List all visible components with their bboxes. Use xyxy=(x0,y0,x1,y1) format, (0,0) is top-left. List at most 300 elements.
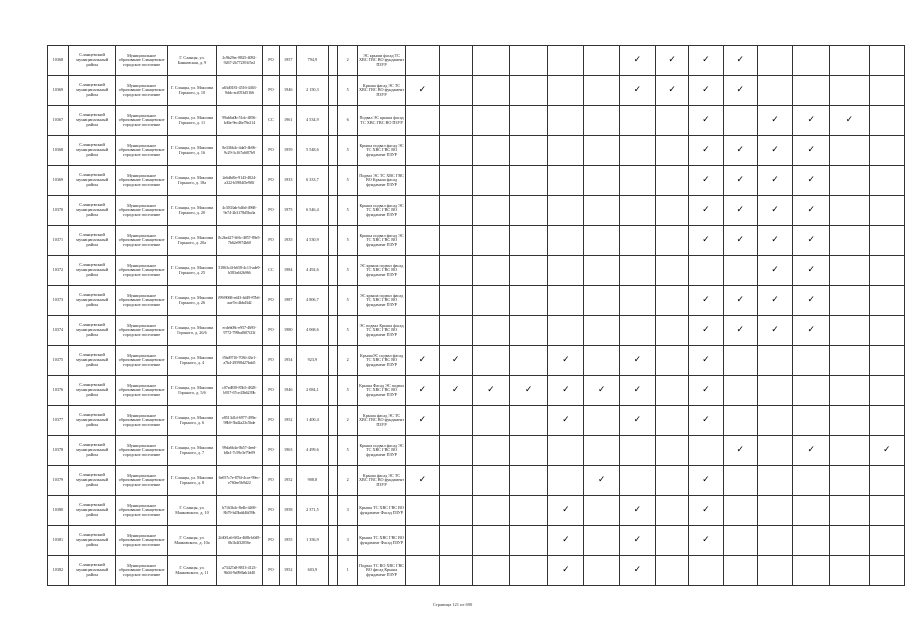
row-number: 10375 xyxy=(48,346,69,376)
checkmark-icon: ✓ xyxy=(418,385,427,395)
check-cell xyxy=(689,316,723,346)
checkmark-icon: ✓ xyxy=(418,475,427,485)
check-cell xyxy=(472,166,509,196)
check-cell xyxy=(655,346,688,376)
works-cell: Крыша ТС ХВС ГВС ВО фундамент Фасад ПЗУР xyxy=(357,496,405,526)
address-cell: Г. Сланцы, ул. Максима Горького, д. 16 xyxy=(167,136,216,166)
check-cell xyxy=(548,286,584,316)
checkmark-icon: ✓ xyxy=(736,85,745,95)
check-cell xyxy=(655,466,688,496)
checkmark-icon: ✓ xyxy=(702,325,710,335)
row-number: 10381 xyxy=(48,526,69,556)
check-cell xyxy=(510,556,548,586)
check-cell xyxy=(548,556,584,586)
check-cell xyxy=(510,466,548,496)
area-cell: 2 084,1 xyxy=(297,376,328,406)
owner-cell: Муниципальное образование Сланцевское городское поселение xyxy=(116,286,167,316)
area-cell: 4 806,7 xyxy=(297,286,328,316)
check-cell xyxy=(439,496,472,526)
year-cell: 1961 xyxy=(280,106,297,136)
check-cell xyxy=(757,226,792,256)
check-cell xyxy=(830,466,869,496)
address-cell: Г. Сланцы, ул. Максима Горького, д. 10 xyxy=(167,76,216,106)
checkmark-icon: ✓ xyxy=(807,265,816,275)
checkmark-icon: ✓ xyxy=(771,265,779,275)
checkmark-icon: ✓ xyxy=(633,505,642,515)
checkmark-icon: ✓ xyxy=(633,565,642,575)
checkmark-icon: ✓ xyxy=(702,385,710,395)
type-cell: РО xyxy=(262,436,280,466)
checkmark-icon: ✓ xyxy=(736,325,745,335)
works-cell: Крыша фасад ЭС ТС ХВС ГВС ВО фундамент ПЗУР xyxy=(357,406,405,436)
checkmark-icon: ✓ xyxy=(807,445,816,455)
row-number: 10380 xyxy=(48,496,69,526)
check-cell xyxy=(548,106,584,136)
district-cell: Сланцевский муниципальный район xyxy=(68,106,116,136)
check-cell xyxy=(548,436,584,466)
works-cell: ЭС крыша подвал фасад ТС ХВС ГВС ВО фундамент ПЗУР xyxy=(357,256,405,286)
check-cell xyxy=(619,436,655,466)
sections-cell: 5 xyxy=(338,226,358,256)
check-cell xyxy=(723,556,757,586)
page-footer: Страница 121 из 690 xyxy=(432,602,473,607)
check-cell xyxy=(655,256,688,286)
fias-code-cell: 2c9b29ec-8825-4082-9267-2b772391f5e2 xyxy=(217,46,262,76)
check-cell xyxy=(548,466,584,496)
check-cell xyxy=(472,196,509,226)
check-cell xyxy=(869,286,904,316)
area-cell: 2 150,3 xyxy=(297,76,328,106)
check-cell xyxy=(406,496,439,526)
year-cell: 1955 xyxy=(280,526,297,556)
check-cell xyxy=(655,286,688,316)
check-cell xyxy=(869,436,904,466)
checkmark-icon: ✓ xyxy=(702,175,710,185)
checkmark-icon: ✓ xyxy=(771,205,779,215)
table-row xyxy=(48,376,905,406)
check-cell xyxy=(830,286,869,316)
owner-cell: Муниципальное образование Сланцевское городское поселение xyxy=(116,76,167,106)
checkmark-icon: ✓ xyxy=(562,355,570,365)
owner-cell: Муниципальное образование Сланцевское городское поселение xyxy=(116,196,167,226)
checkmark-icon: ✓ xyxy=(771,115,779,125)
district-cell: Сланцевский муниципальный район xyxy=(68,316,116,346)
checkmark-icon: ✓ xyxy=(702,235,710,245)
check-cell xyxy=(757,196,792,226)
check-cell xyxy=(472,496,509,526)
fias-code-cell: a63d0181-4516-4463-9ddc-acf053d5166 xyxy=(217,76,262,106)
check-cell xyxy=(406,346,439,376)
owner-cell: Муниципальное образование Сланцевское городское поселение xyxy=(116,106,167,136)
address-cell: Г. Сланцы, ул. Максима Горького, д. 20 xyxy=(167,196,216,226)
spacer-cell xyxy=(328,436,338,466)
type-cell: РО xyxy=(262,226,280,256)
check-cell xyxy=(510,346,548,376)
check-cell xyxy=(548,406,584,436)
check-cell xyxy=(548,346,584,376)
check-cell xyxy=(793,166,830,196)
checkmark-icon: ✓ xyxy=(562,565,570,575)
check-cell xyxy=(723,256,757,286)
check-cell xyxy=(510,46,548,76)
check-cell xyxy=(793,76,830,106)
check-cell xyxy=(723,286,757,316)
check-cell xyxy=(655,76,688,106)
address-cell: Г. Сланцы, ул. Банковская, д. 9 xyxy=(167,46,216,76)
check-cell xyxy=(655,166,688,196)
works-cell: Крыша фасад ЭС ТС ХВС ГВС ВО фундамент ПЗУР xyxy=(357,466,405,496)
sections-cell: 2 xyxy=(338,46,358,76)
check-cell xyxy=(548,136,584,166)
year-cell: 1975 xyxy=(280,196,297,226)
check-cell xyxy=(584,406,619,436)
area-cell: 6 546,4 xyxy=(297,196,328,226)
check-cell xyxy=(406,466,439,496)
checkmark-icon: ✓ xyxy=(562,415,570,425)
check-cell xyxy=(619,286,655,316)
check-cell xyxy=(510,436,548,466)
check-cell xyxy=(406,46,439,76)
check-cell xyxy=(406,316,439,346)
check-cell xyxy=(655,106,688,136)
check-cell xyxy=(655,526,688,556)
type-cell: РО xyxy=(262,286,280,316)
check-cell xyxy=(439,346,472,376)
address-cell: Г. Сланцы, ул. Максима Горького, д. 18а xyxy=(167,166,216,196)
works-cell: Подвал ЭС крыша фасад ТС ХВС ГВС ВО ПЗУР xyxy=(357,106,405,136)
check-cell xyxy=(689,466,723,496)
check-cell xyxy=(510,226,548,256)
check-cell xyxy=(619,376,655,406)
table-row xyxy=(48,286,905,316)
check-cell xyxy=(472,256,509,286)
table-row xyxy=(48,496,905,526)
address-cell: Г. Сланцы, ул. Максима Горького, д. 11 xyxy=(167,106,216,136)
check-cell xyxy=(406,226,439,256)
check-cell xyxy=(793,466,830,496)
works-cell: Крыша фасад ЭС ТС ХВС ГВС ВО фундамент ПЗУР xyxy=(357,76,405,106)
sections-cell: 5 xyxy=(338,76,358,106)
district-cell: Сланцевский муниципальный район xyxy=(68,76,116,106)
checkmark-icon: ✓ xyxy=(668,85,676,95)
table-row xyxy=(48,466,905,496)
checkmark-icon: ✓ xyxy=(736,445,745,455)
check-cell xyxy=(830,316,869,346)
fias-code-cell: 6e057c7e-876f-4cce-99ec-e760ee5b9d22 xyxy=(217,466,262,496)
checkmark-icon: ✓ xyxy=(562,505,570,515)
check-cell xyxy=(689,76,723,106)
checkmark-icon: ✓ xyxy=(882,445,891,455)
check-cell xyxy=(619,76,655,106)
checkmark-icon: ✓ xyxy=(633,415,642,425)
fias-code-cell: 8c2be427-b9fc-4857-89e5-7b62e9974b60 xyxy=(217,226,262,256)
check-cell xyxy=(619,196,655,226)
fias-code-cell: 8e336b4c-4da5-4b96-9c29-3c167a6f07b9 xyxy=(217,136,262,166)
owner-cell: Муниципальное образование Сланцевское городское поселение xyxy=(116,46,167,76)
check-cell xyxy=(510,526,548,556)
check-cell xyxy=(793,496,830,526)
sections-cell: 3 xyxy=(338,496,358,526)
table-row xyxy=(48,226,905,256)
row-number: 10377 xyxy=(48,406,69,436)
works-cell: Крыша подвал фасад ЭС ТС ХВС ГВС ВО фундамент ПЗУР xyxy=(357,136,405,166)
check-cell xyxy=(619,346,655,376)
owner-cell: Муниципальное образование Сланцевское городское поселение xyxy=(116,406,167,436)
check-cell xyxy=(548,316,584,346)
check-cell xyxy=(548,76,584,106)
spacer-cell xyxy=(328,556,338,586)
check-cell xyxy=(830,406,869,436)
check-cell xyxy=(655,376,688,406)
address-cell: Г. Сланцы, ул. Максима Горького, д. 26/6 xyxy=(167,316,216,346)
type-cell: РО xyxy=(262,556,280,586)
check-cell xyxy=(830,76,869,106)
check-cell xyxy=(757,526,792,556)
check-cell xyxy=(619,106,655,136)
check-cell xyxy=(439,406,472,436)
check-cell xyxy=(830,346,869,376)
row-number: 10373 xyxy=(48,286,69,316)
owner-cell: Муниципальное образование Сланцевское городское поселение xyxy=(116,436,167,466)
checkmark-icon: ✓ xyxy=(451,385,460,395)
checkmark-icon: ✓ xyxy=(771,235,779,245)
check-cell xyxy=(830,376,869,406)
address-cell: Г. Сланцы, ул. Маяковского, д. 11 xyxy=(167,556,216,586)
table-row xyxy=(48,196,905,226)
table-row xyxy=(48,406,905,436)
check-cell xyxy=(439,136,472,166)
check-cell xyxy=(793,226,830,256)
checkmark-icon: ✓ xyxy=(736,175,745,185)
check-cell xyxy=(830,196,869,226)
check-cell xyxy=(406,166,439,196)
check-cell xyxy=(793,406,830,436)
check-cell xyxy=(689,196,723,226)
check-cell xyxy=(869,526,904,556)
check-cell xyxy=(869,136,904,166)
check-cell xyxy=(439,196,472,226)
checkmark-icon: ✓ xyxy=(633,355,642,365)
check-cell xyxy=(757,256,792,286)
check-cell xyxy=(793,286,830,316)
sections-cell: 6 xyxy=(338,106,358,136)
area-cell: 1 356,9 xyxy=(297,526,328,556)
check-cell xyxy=(584,376,619,406)
check-cell xyxy=(723,226,757,256)
checkmark-icon: ✓ xyxy=(702,355,710,365)
check-cell xyxy=(689,556,723,586)
district-cell: Сланцевский муниципальный район xyxy=(68,196,116,226)
works-cell: Подвал ЭС ТС ХВС ГВС ВО Крыша фасад фундамент ПЗУР xyxy=(357,166,405,196)
check-cell xyxy=(830,166,869,196)
check-cell xyxy=(619,226,655,256)
check-cell xyxy=(584,196,619,226)
spacer-cell xyxy=(328,46,338,76)
table-row xyxy=(48,76,905,106)
check-cell xyxy=(830,136,869,166)
checkmark-icon: ✓ xyxy=(771,175,779,185)
check-cell xyxy=(619,526,655,556)
check-cell xyxy=(757,376,792,406)
check-cell xyxy=(584,46,619,76)
year-cell: 1954 xyxy=(280,346,297,376)
check-cell xyxy=(869,226,904,256)
checkmark-icon: ✓ xyxy=(633,55,642,65)
address-cell: Г. Сланцы, ул. Максима Горького, д. 26 xyxy=(167,286,216,316)
table-row xyxy=(48,346,905,376)
row-number: 10371 xyxy=(48,226,69,256)
check-cell xyxy=(510,136,548,166)
area-cell: 1 400,4 xyxy=(297,406,328,436)
check-cell xyxy=(723,46,757,76)
fias-code-cell: 99da6b4a-0b57-4eed-b8a1-7c59e3e79e09 xyxy=(217,436,262,466)
type-cell: РО xyxy=(262,46,280,76)
check-cell xyxy=(757,76,792,106)
check-cell xyxy=(406,526,439,556)
check-cell xyxy=(869,376,904,406)
check-cell xyxy=(406,376,439,406)
check-cell xyxy=(472,436,509,466)
spacer-cell xyxy=(328,316,338,346)
check-cell xyxy=(689,226,723,256)
works-cell: Крыша Фасад ЭС подвал ТС ХВС ГВС ВО фундамент ПЗУР xyxy=(357,376,405,406)
fias-code-cell: 2fd0f1a6-681a-468b-b0d9-0b1b4f32056e xyxy=(217,526,262,556)
row-number: 10378 xyxy=(48,436,69,466)
sections-cell: 5 xyxy=(338,286,358,316)
area-cell: 4 499,6 xyxy=(297,436,328,466)
address-cell: Г. Сланцы, ул. Максима Горького, д. 4 xyxy=(167,346,216,376)
check-cell xyxy=(869,256,904,286)
year-cell: 1952 xyxy=(280,466,297,496)
check-cell xyxy=(584,226,619,256)
check-cell xyxy=(619,496,655,526)
check-cell xyxy=(830,46,869,76)
check-cell xyxy=(472,316,509,346)
type-cell: РО xyxy=(262,496,280,526)
checkmark-icon: ✓ xyxy=(633,385,642,395)
check-cell xyxy=(830,496,869,526)
sections-cell: 5 xyxy=(338,436,358,466)
area-cell: 2 371,5 xyxy=(297,496,328,526)
check-cell xyxy=(510,76,548,106)
check-cell xyxy=(584,346,619,376)
fias-code-cell: e8513d1d-6977-499a-98b9-5bd2a23c5bde xyxy=(217,406,262,436)
checkmark-icon: ✓ xyxy=(702,115,710,125)
check-cell xyxy=(757,316,792,346)
spacer-cell xyxy=(328,346,338,376)
fias-code-cell: 2e6dbf0e-9143-4824-a322-b5984f5e9f0f xyxy=(217,166,262,196)
check-cell xyxy=(584,496,619,526)
owner-cell: Муниципальное образование Сланцевское городское поселение xyxy=(116,166,167,196)
check-cell xyxy=(439,226,472,256)
spacer-cell xyxy=(328,526,338,556)
checkmark-icon: ✓ xyxy=(562,385,570,395)
year-cell: 1935 xyxy=(280,226,297,256)
check-cell xyxy=(689,256,723,286)
check-cell xyxy=(689,406,723,436)
check-cell xyxy=(548,496,584,526)
sections-cell: 2 xyxy=(338,466,358,496)
check-cell xyxy=(830,556,869,586)
fias-code-cell: b7163b4c-8e4b-4469-8b79-b45bdd46f59b xyxy=(217,496,262,526)
checkmark-icon: ✓ xyxy=(771,325,779,335)
check-cell xyxy=(472,466,509,496)
works-cell: ЭС крыши фасад ТС ХВС ГВС ВО фундамент ПЗУР xyxy=(357,46,405,76)
address-cell: Г. Сланцы, ул. Максима Горького, д. 7 xyxy=(167,436,216,466)
check-cell xyxy=(406,196,439,226)
check-cell xyxy=(723,76,757,106)
check-cell xyxy=(439,46,472,76)
check-cell xyxy=(655,316,688,346)
check-cell xyxy=(869,106,904,136)
table-row xyxy=(48,436,905,466)
check-cell xyxy=(406,556,439,586)
check-cell xyxy=(689,346,723,376)
address-cell: Г. Сланцы, ул. Максима Горького, д. 6 xyxy=(167,406,216,436)
owner-cell: Муниципальное образование Сланцевское городское поселение xyxy=(116,376,167,406)
check-cell xyxy=(584,436,619,466)
spacer-cell xyxy=(328,226,338,256)
check-cell xyxy=(757,106,792,136)
check-cell xyxy=(869,496,904,526)
checkmark-icon: ✓ xyxy=(702,415,710,425)
area-cell: 4 530,9 xyxy=(297,226,328,256)
checkmark-icon: ✓ xyxy=(633,535,642,545)
checkmark-icon: ✓ xyxy=(418,85,427,95)
row-number: 10369 xyxy=(48,76,69,106)
sections-cell: 5 xyxy=(338,136,358,166)
address-cell: Г. Сланцы, ул. Маяковского, д. 10а xyxy=(167,526,216,556)
check-cell xyxy=(689,136,723,166)
sections-cell: 5 xyxy=(338,166,358,196)
check-cell xyxy=(472,406,509,436)
check-cell xyxy=(723,526,757,556)
checkmark-icon: ✓ xyxy=(702,505,710,515)
checkmark-icon: ✓ xyxy=(418,355,427,365)
year-cell: 1933 xyxy=(280,166,297,196)
check-cell xyxy=(793,316,830,346)
checkmark-icon: ✓ xyxy=(633,85,642,95)
spacer-cell xyxy=(328,496,338,526)
type-cell: РО xyxy=(262,136,280,166)
check-cell xyxy=(439,466,472,496)
table-row xyxy=(48,256,905,286)
district-cell: Сланцевский муниципальный район xyxy=(68,406,116,436)
check-cell xyxy=(689,286,723,316)
check-cell xyxy=(510,376,548,406)
area-cell: 4 534,9 xyxy=(297,106,328,136)
fias-code-cell: ecdeb08c-e957-4695-9772-799ba8f07f23f xyxy=(217,316,262,346)
check-cell xyxy=(510,256,548,286)
checkmark-icon: ✓ xyxy=(807,325,816,335)
check-cell xyxy=(757,346,792,376)
check-cell xyxy=(510,496,548,526)
works-cell: ЭС подвал Крыша фасад ТС ХВС ГВС ВО фундамент ПЗУР xyxy=(357,316,405,346)
check-cell xyxy=(472,226,509,256)
owner-cell: Муниципальное образование Сланцевское городское поселение xyxy=(116,136,167,166)
check-cell xyxy=(793,526,830,556)
district-cell: Сланцевский муниципальный район xyxy=(68,166,116,196)
checkmark-icon: ✓ xyxy=(702,475,710,485)
check-cell xyxy=(510,106,548,136)
check-cell xyxy=(548,46,584,76)
checkmark-icon: ✓ xyxy=(668,55,676,65)
check-cell xyxy=(439,166,472,196)
check-cell xyxy=(472,556,509,586)
check-cell xyxy=(439,526,472,556)
check-cell xyxy=(689,376,723,406)
check-cell xyxy=(619,166,655,196)
